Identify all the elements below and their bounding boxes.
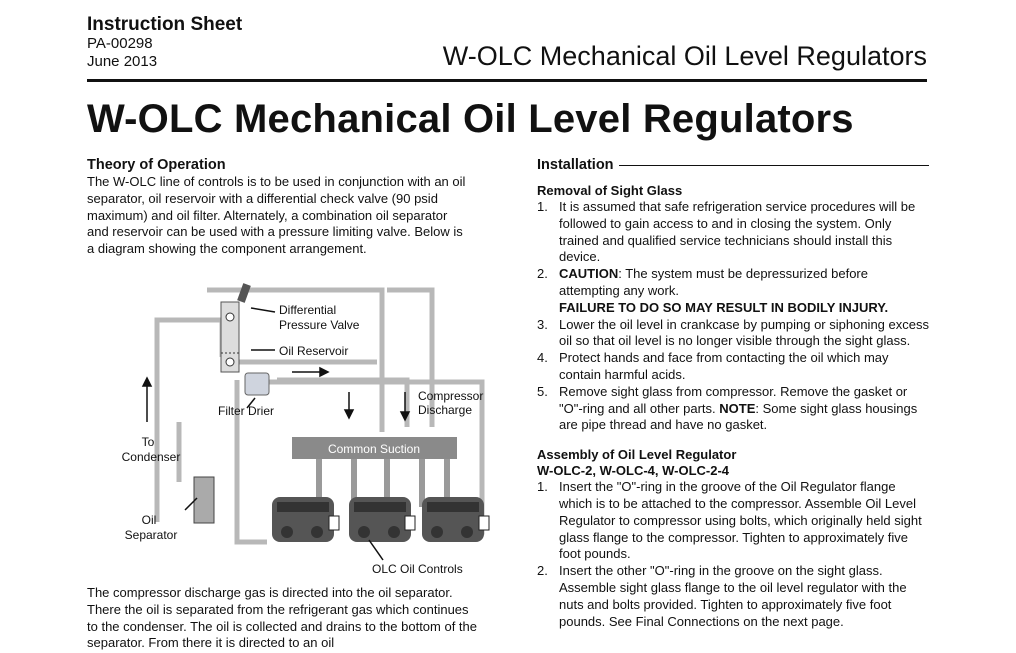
installation-heading-row xyxy=(537,157,929,174)
assembly-heading: Assembly of Oil Level Regulator xyxy=(537,447,737,463)
filter-drier-shape xyxy=(245,373,269,395)
doc-date: June 2013 xyxy=(87,53,158,70)
removal-heading: Removal of Sight Glass xyxy=(537,183,683,198)
theory-bottom-paragraph: The compressor discharge gas is directed into the oil separator. There the oil is separated from the refrigerant gas which continues to the condenser. The oil is collected and drains to the bottom of the separator. From there it is directed to an oil xyxy=(87,585,478,651)
olc-control-1 xyxy=(329,516,339,530)
condenser-label: Condenser xyxy=(121,450,181,464)
compressor-label-1: Compressor xyxy=(418,389,484,403)
removal-step-3: 3. Lower the oil level in crankcase by pumping or siphoning excess oil so that oil level is no longer visible through the sight glass. xyxy=(537,316,929,349)
filter-drier-label: Filter Drier xyxy=(218,404,274,418)
note-label: NOTE xyxy=(719,400,756,416)
olc-control-2 xyxy=(405,516,415,530)
differential-label-2: Pressure Valve xyxy=(279,318,360,332)
assembly-steps xyxy=(537,479,929,630)
to-label: To xyxy=(141,435,155,449)
compressor-label-2: Discharge xyxy=(418,403,473,417)
doc-number: PA-00298 xyxy=(87,35,153,52)
removal-step-4: 4. Protect hands and face from contacting the oil which may contain harmful acids. xyxy=(537,350,889,382)
running-title: W-OLC Mechanical Oil Level Regulators xyxy=(442,41,927,71)
oil-separator-tank xyxy=(194,477,214,523)
compressor-2 xyxy=(349,497,411,542)
differential-label-1: Differential xyxy=(279,303,337,317)
component-diagram xyxy=(87,262,507,582)
olc-control-3 xyxy=(479,516,489,530)
injury-warning: FAILURE TO DO SO MAY RESULT IN BODILY INJURY. xyxy=(559,299,889,315)
assembly-step-2: 2. Insert the other "O"-ring in the groove on the sight glass. Assemble sight glass flange to the oil level regulator with the nuts and bolts provided. Tighten to approximately five foot pounds. See Final Connections on the next page. xyxy=(537,563,907,629)
compressor-3 xyxy=(422,497,484,542)
header-left xyxy=(87,14,242,71)
olc-label: OLC Oil Controls xyxy=(372,562,463,576)
removal-step-1: 1. It is assumed that safe refrigeration service procedures will be followed to gain access to and in closing the system. Only trained and qualified service technicians should install this device. xyxy=(537,199,916,265)
separator-label: Separator xyxy=(124,528,178,542)
installation-rule xyxy=(619,165,929,167)
removal-step-5: 5. Remove sight glass from compressor. Remove the gasket or "O"-ring and all other parts. NOTE: Some sight glass housings are pipe thread and have no gasket. xyxy=(537,383,918,433)
sheet-type: Instruction Sheet xyxy=(87,14,243,35)
assembly-step-1: 1. Insert the "O"-ring in the groove of the Oil Regulator flange which is to be attached to the compressor. Assemble Oil Level Regulator to compressor using bolts, which originally held sight glass flange to the compressor. Tighten to approximately five foot pounds. xyxy=(537,479,922,562)
installation-heading: Installation xyxy=(537,157,614,173)
oil-reservoir-label: Oil Reservoir xyxy=(279,344,349,358)
assembly-models: W-OLC-2, W-OLC-4, W-OLC-2-4 xyxy=(537,463,730,479)
page-title: W-OLC Mechanical Oil Level Regulators xyxy=(87,97,854,141)
theory-section xyxy=(87,157,472,258)
removal-steps xyxy=(537,199,929,434)
common-suction-label: Common Suction xyxy=(327,442,421,456)
theory-paragraph: The W-OLC line of controls is to be used in conjunction with an oil separator, oil reservoir with a differential check valve (90 psid maximum) and oil filter. Alternately, a combination oil separator and reservoir can be used with a pressure limiting valve. Below is a diagram showing the component arrangement. xyxy=(87,174,466,257)
header-rule xyxy=(87,79,927,82)
caution-label: CAUTION xyxy=(559,266,619,282)
installation-section xyxy=(537,157,929,630)
theory-heading: Theory of Operation xyxy=(87,157,226,173)
oil-label: Oil xyxy=(141,513,157,527)
compressor-1 xyxy=(272,497,334,542)
removal-step-2: 2. CAUTION: The system must be depressurized before attempting any work. FAILURE TO DO SO MAY RESULT IN BODILY INJURY. xyxy=(537,266,889,315)
check-valve xyxy=(237,283,251,303)
